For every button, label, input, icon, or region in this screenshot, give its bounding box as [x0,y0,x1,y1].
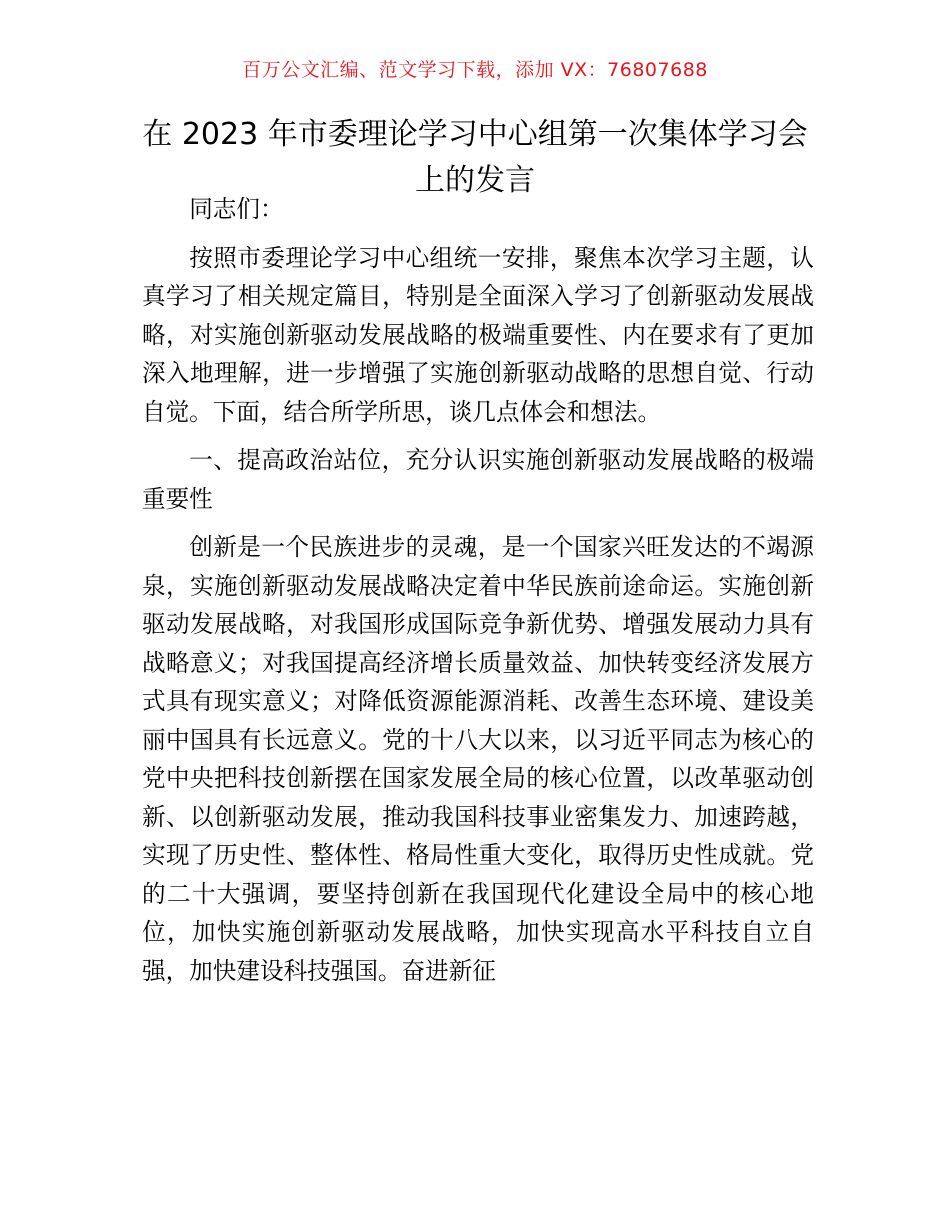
paragraph-intro: 按照市委理论学习中心组统一安排，聚焦本次学习主题，认真学习了相关规定篇目，特别是全面深入学习了创新驱动发展战略，对实施创新驱动发展战略的极端重要性、内在要求有了更加深入地理解，进一步增强了实施创新驱动战略的思想自觉、行动自觉。下面，结合所学所思，谈几点体会和想法。 [142,243,814,426]
salutation: 同志们： [189,195,284,223]
paragraph-body: 创新是一个民族进步的灵魂，是一个国家兴旺发达的不竭源泉，实施创新驱动发展战略决定着中华民族前途命运。实施创新驱动发展战略，对我国形成国际竞争新优势、增强发展动力具有战略意义；对我国提高经济增长质量效益、加快转变经济发展方式具有现实意义；对降低资源能源消耗、改善生态环境、建设美丽中国具有长远意义。党的十八大以来，以习近平同志为核心的党中央把科技创新摆在国家发展全局的核心位置，以改革驱动创新、以创新驱动发展，推动我国科技事业密集发力、加速跨越，实现了历史性、整体性、格局性重大变化，取得历史性成就。党的二十大强调，要坚持创新在我国现代化建设全局中的核心地位，加快实施创新驱动发展战略，加快实现高水平科技自立自强，加快建设科技强国。奋进新征 [142,533,814,985]
document-body [142,190,814,1000]
watermark-banner: 百万公文汇编、范文学习下载，添加 VX：76807688 [242,59,708,81]
section-heading-1: 一、提高政治站位，充分认识实施创新驱动发展战略的极端重要性 [142,446,814,513]
document-title: 在 2023 年市委理论学习中心组第一次集体学习会上的发言 [142,117,808,198]
